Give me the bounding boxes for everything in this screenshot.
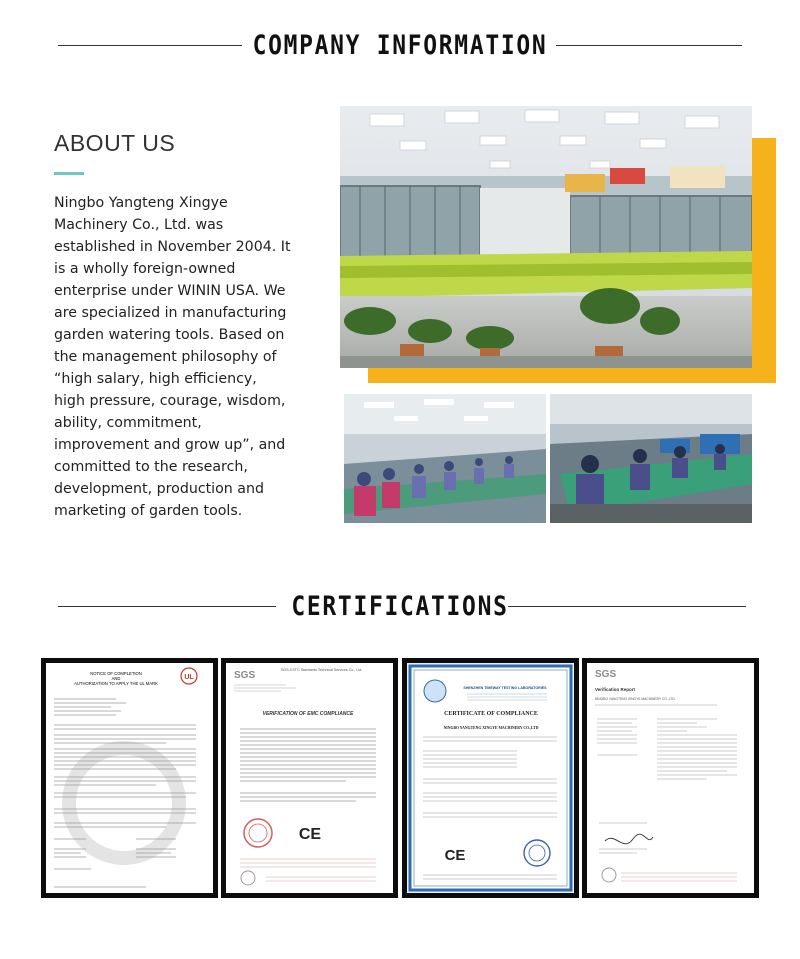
office-photo [340, 106, 752, 368]
sgs-header: SGS-CSTC Standards Technical Services Co., Ltd. [281, 668, 363, 672]
compliance-company: NINGBO YANGTENG XINGYE MACHINERY CO.,LTD [443, 726, 539, 730]
sgs-logo-text-2: SGS [595, 669, 617, 680]
workshop-photo-2 [550, 394, 752, 523]
ul-heading-1: NOTICE OF COMPLETION [90, 671, 142, 676]
certificate-ul [41, 658, 218, 898]
sgs-seal-icon-2 [602, 868, 616, 882]
sgs-logo-text: SGS [234, 670, 256, 681]
verification-heading: Verification Report [595, 687, 636, 692]
sgs-emc-heading: VERIFICATION OF EMC COMPLIANCE [262, 711, 354, 717]
lab-globe-icon [424, 680, 446, 702]
certificate-compliance [402, 658, 579, 898]
lab-name: SHENZHEN TIMEWAY TESTING LABORATORIES [463, 686, 547, 690]
ul-logo-text: UL [184, 674, 194, 681]
about-underline [54, 172, 84, 175]
certifications-header [0, 587, 800, 627]
compliance-heading: CERTIFICATE OF COMPLIANCE [444, 711, 538, 717]
verification-company: NINGBO YANGTENG XINGYE MACHINERY CO.,LTD. [595, 697, 676, 701]
certifications-title: CERTIFICATIONS [291, 591, 509, 622]
workshop-photo-1 [344, 394, 546, 523]
certificate-sgs-emc [221, 658, 398, 898]
ul-heading-3: AUTHORIZATION TO APPLY THE UL MARK [74, 681, 158, 686]
signature-icon [605, 834, 653, 844]
ul-heading-2: AND [111, 676, 121, 681]
certificate-sgs-verification [582, 658, 759, 898]
about-title: ABOUT US [54, 130, 176, 156]
ce-mark: CE [298, 826, 322, 843]
company-info-title: COMPANY INFORMATION [252, 30, 548, 61]
about-text: Ningbo Yangteng Xingye Machinery Co., Ltd. was established in November 2004. It is a wholly foreign-owned enterprise under WININ USA. We are specialized in manufacturing garden watering tools. Based on the management philosophy of “high salary, high efficiency, high pressure, courage, wisdom, ability, commitment, improvement and grow up”, and committed to the research, development, production and marketing of garden tools. [54, 195, 291, 519]
compliance-ce-mark: CE [444, 847, 466, 864]
company-info-header [0, 26, 800, 66]
